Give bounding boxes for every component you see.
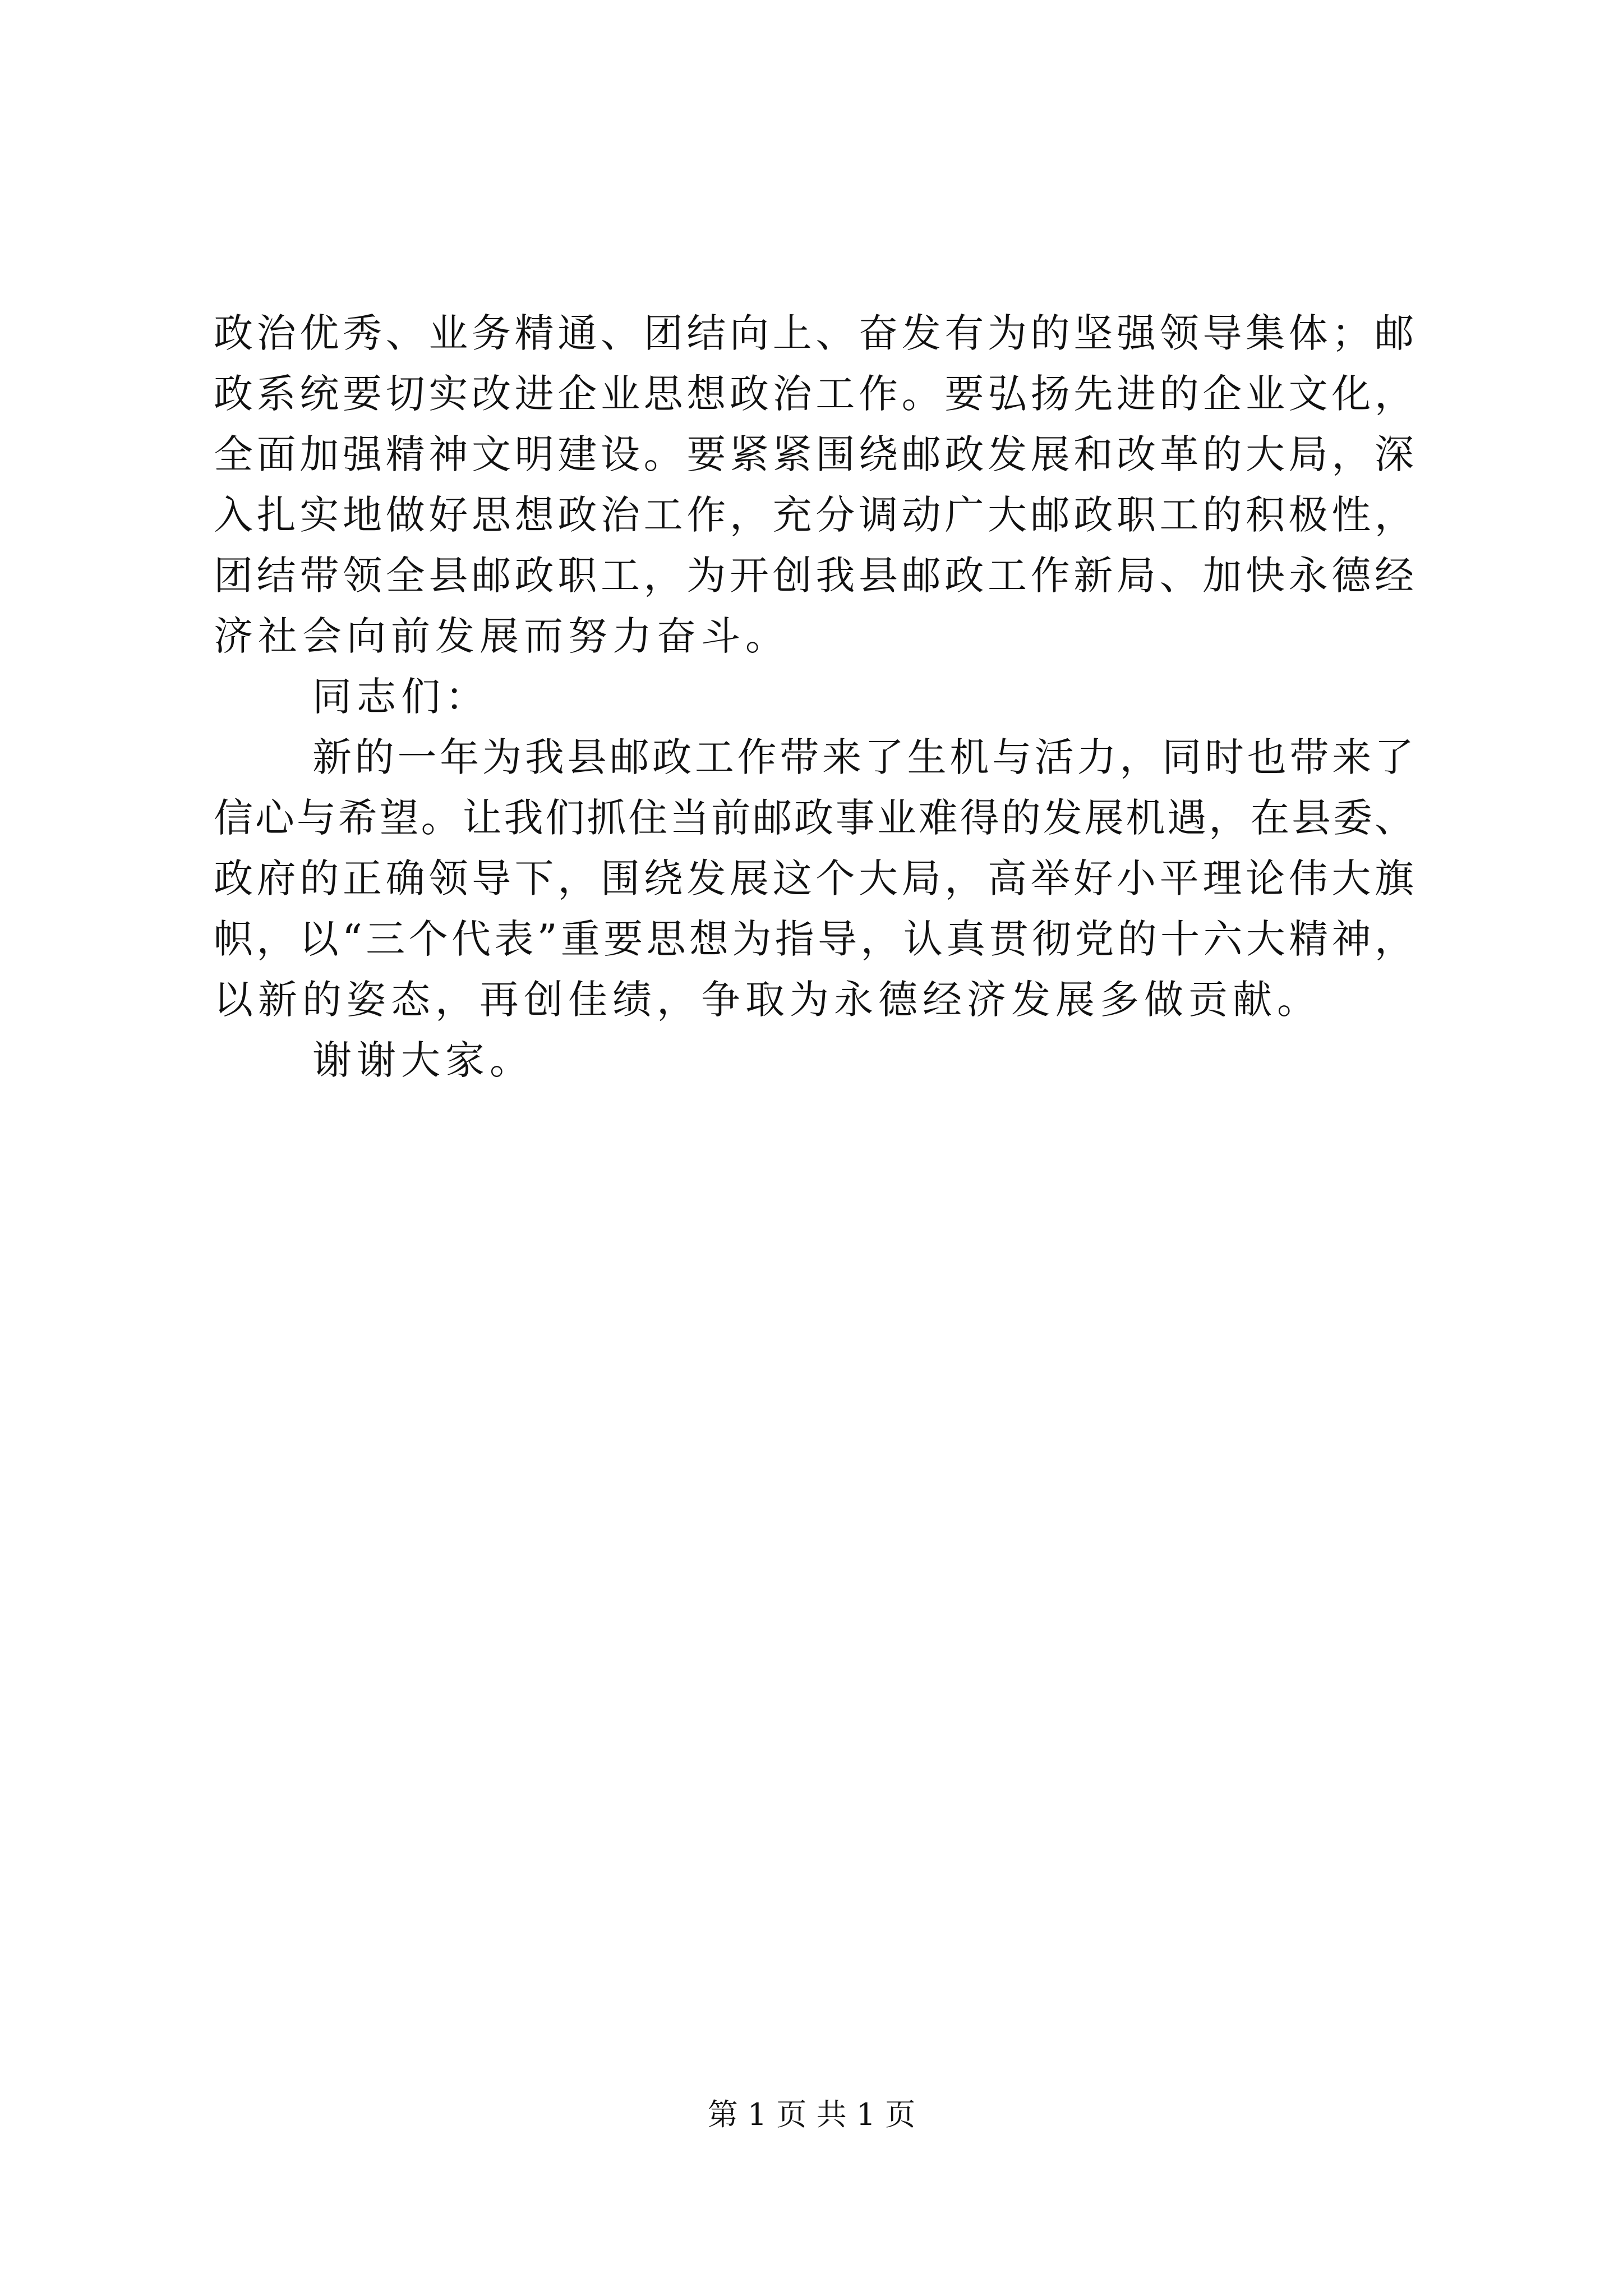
salutation: 同志们： <box>312 674 490 720</box>
closing-line: 谢谢大家。 <box>312 1037 534 1083</box>
text-line: 团结带领全县邮政职工，为开创我县邮政工作新局、加快永德经 <box>214 553 1414 599</box>
text-line: 政系统要切实改进企业思想政治工作。要弘扬先进的企业文化， <box>214 371 1414 417</box>
text-line: 以新的姿态，再创佳绩，争取为永德经济发展多做贡献。 <box>214 977 1321 1023</box>
text-line: 政治优秀、业务精通、团结向上、奋发有为的坚强领导集体；邮 <box>214 310 1414 356</box>
text-line: 新的一年为我县邮政工作带来了生机与活力，同时也带来了 <box>312 734 1414 780</box>
body-text <box>214 303 1414 1091</box>
page-footer: 第 1 页 共 1 页 <box>707 2097 916 2132</box>
text-line: 全面加强精神文明建设。要紧紧围绕邮政发展和改革的大局，深 <box>214 431 1414 477</box>
text-line: 政府的正确领导下，围绕发展这个大局，高举好小平理论伟大旗 <box>214 855 1414 901</box>
text-line: 济社会向前发展而努力奋斗。 <box>214 613 790 659</box>
text-line: 帜，以“三个代表”重要思想为指导，认真贯彻党的十六大精神， <box>214 916 1414 962</box>
text-line: 入扎实地做好思想政治工作，充分调动广大邮政职工的积极性， <box>214 492 1414 538</box>
text-line: 信心与希望。让我们抓住当前邮政事业难得的发展机遇，在县委、 <box>214 795 1414 841</box>
